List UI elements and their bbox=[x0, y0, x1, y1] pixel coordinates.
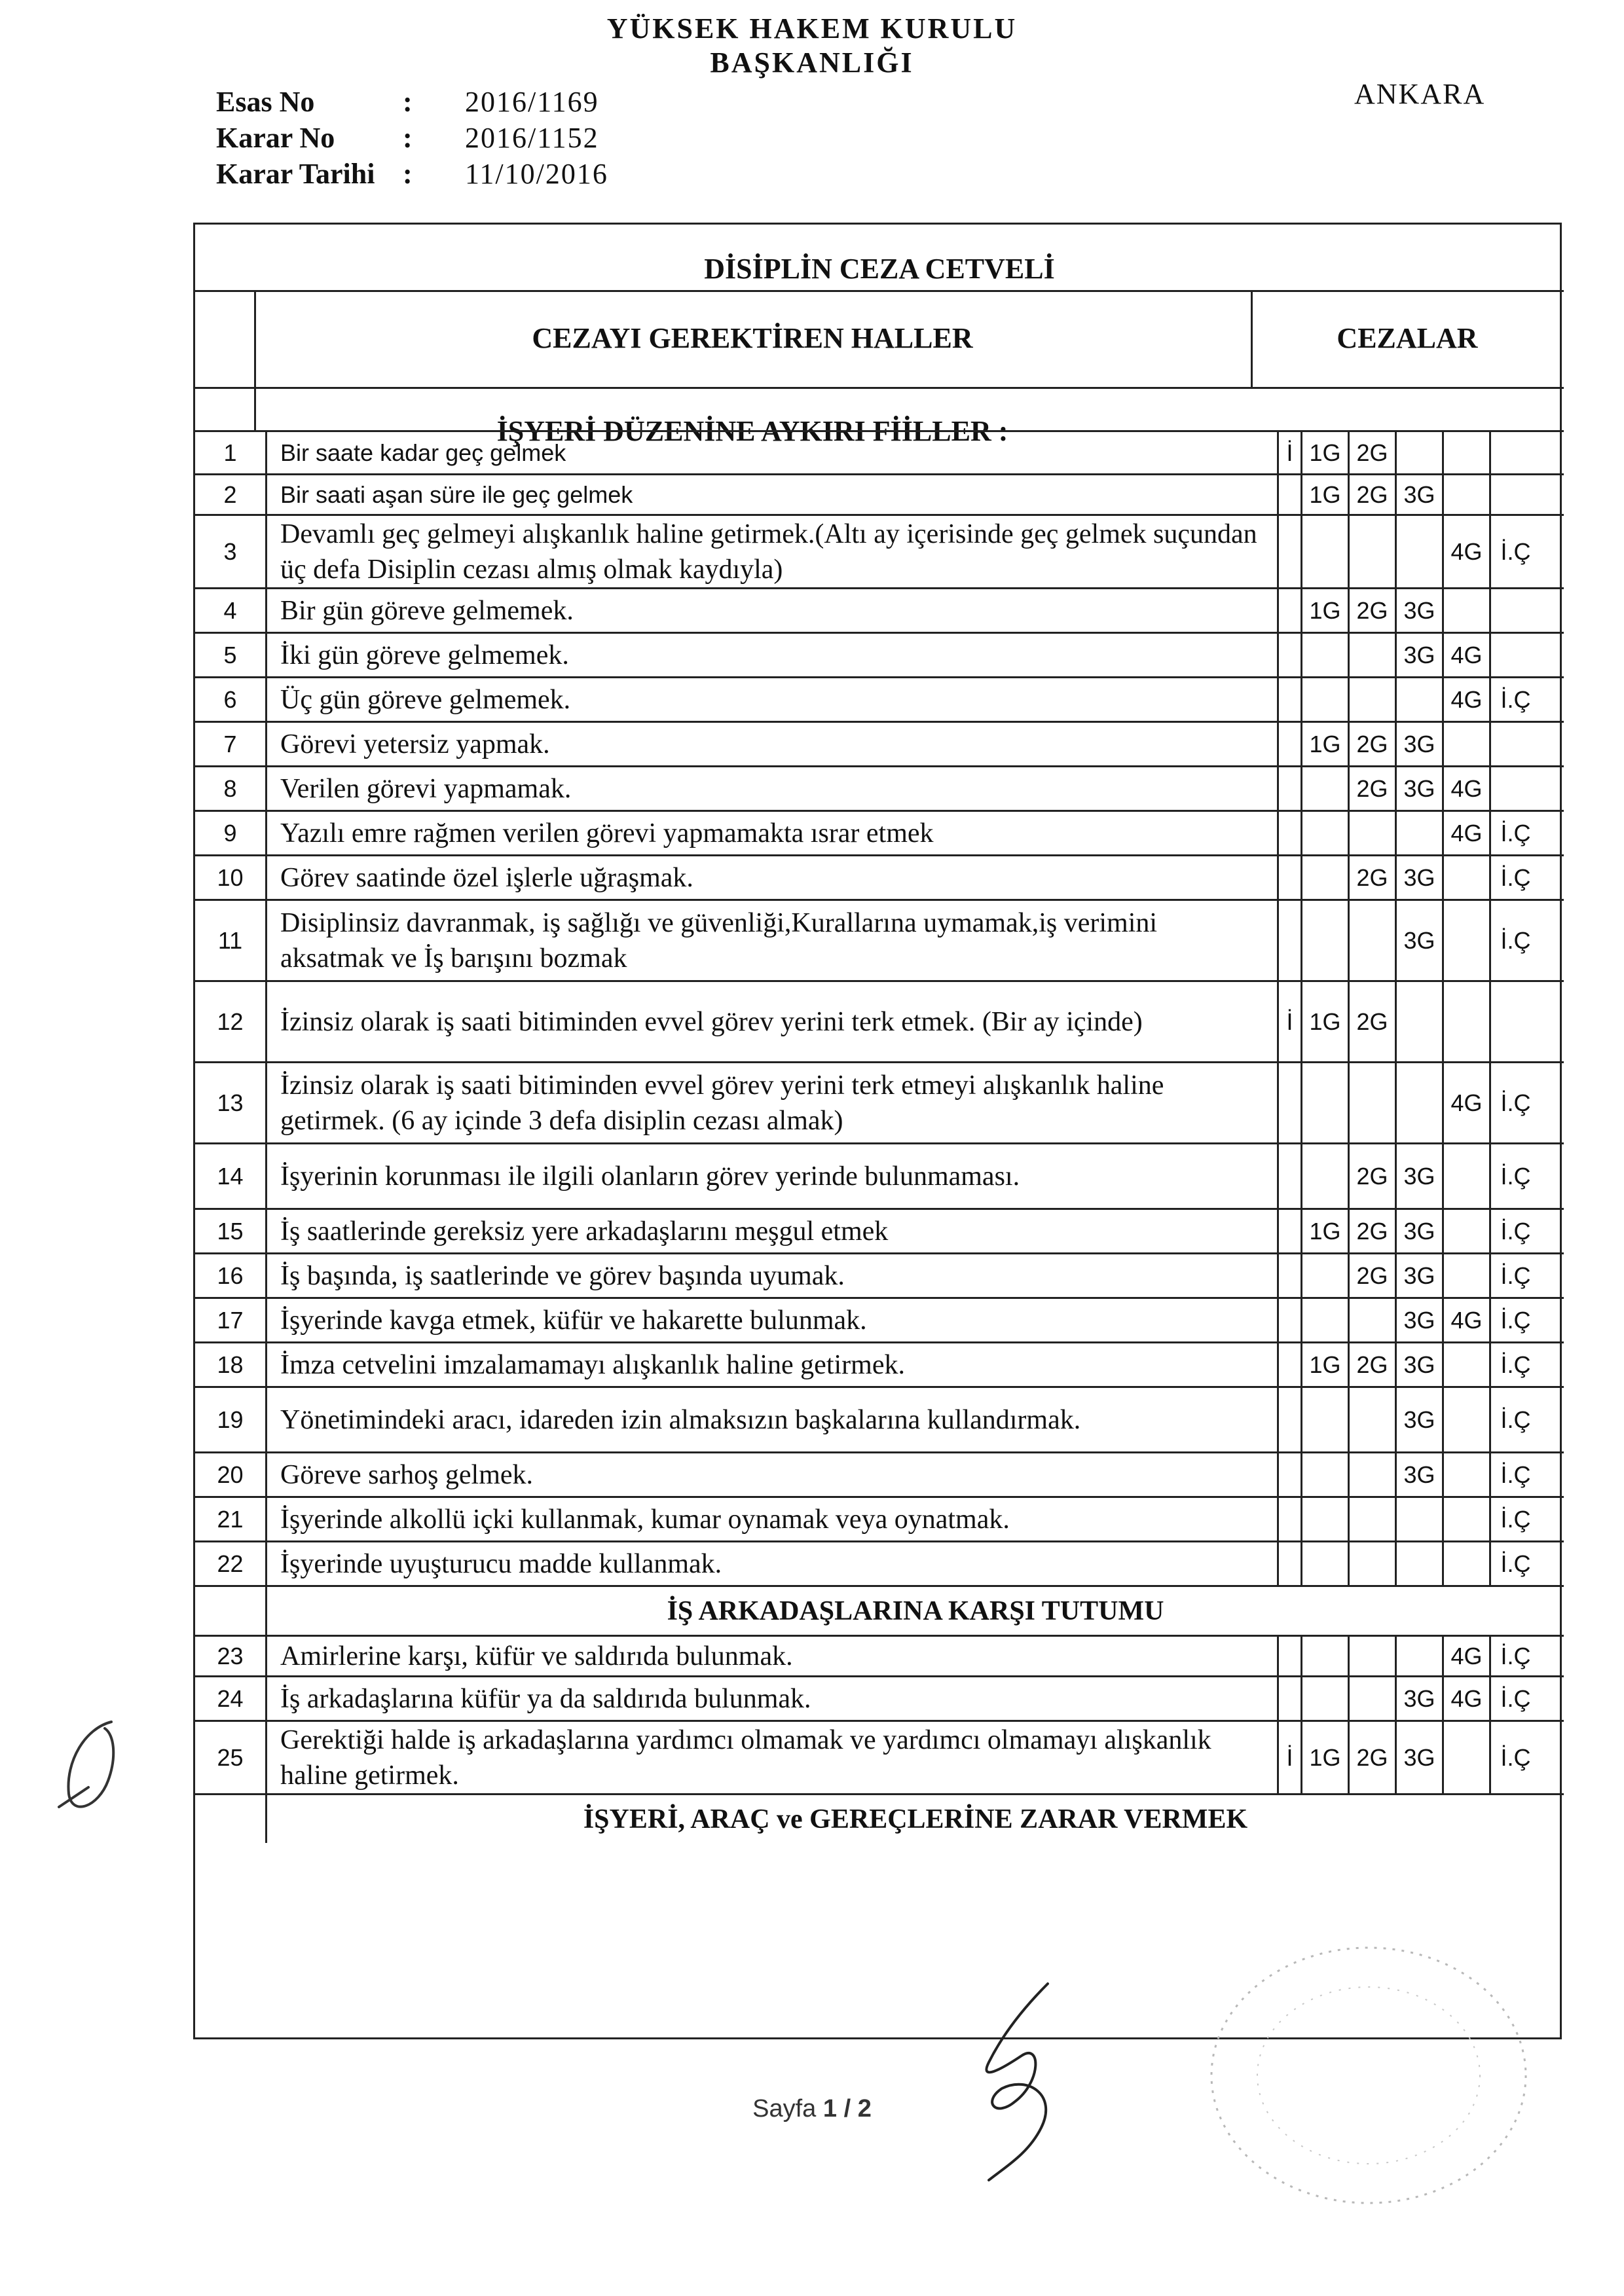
row-number: 19 bbox=[195, 1388, 267, 1451]
meta-value: 2016/1152 bbox=[465, 122, 599, 154]
row-description: Verilen görevi yapmamak. bbox=[267, 767, 1279, 810]
row-number: 15 bbox=[195, 1210, 267, 1252]
penalty-warning-cell: İ bbox=[1279, 1722, 1302, 1793]
penalty-warning-cell bbox=[1279, 767, 1302, 810]
meta-value: 2016/1169 bbox=[465, 86, 599, 118]
penalty-2g-cell bbox=[1350, 901, 1397, 980]
penalty-4g-cell bbox=[1444, 982, 1491, 1061]
meta-row-esas bbox=[216, 84, 608, 120]
row-description: İzinsiz olarak iş saati bitiminden evvel görev yerini terk etmek. (Bir ay içinde) bbox=[267, 982, 1279, 1061]
penalty-warning-cell bbox=[1279, 1254, 1302, 1297]
table-row bbox=[195, 899, 1564, 980]
penalty-dismissal-cell: İ.Ç bbox=[1500, 926, 1531, 954]
penalty-warning-cell bbox=[1279, 1677, 1302, 1720]
penalty-1g-cell: 1G bbox=[1302, 1722, 1350, 1793]
penalty-3g-cell bbox=[1397, 516, 1444, 587]
institution-line-1: YÜKSEK HAKEM KURULU bbox=[606, 12, 1018, 45]
penalty-1g-cell: 1G bbox=[1302, 432, 1350, 473]
row-number: 24 bbox=[195, 1677, 267, 1720]
meta-label: Karar Tarihi bbox=[216, 158, 375, 190]
page-current: 1 bbox=[822, 2095, 838, 2123]
meta-value: 11/10/2016 bbox=[465, 158, 608, 190]
row-number: 25 bbox=[195, 1722, 267, 1793]
penalty-warning-cell bbox=[1279, 1542, 1302, 1585]
penalty-2g-cell bbox=[1350, 1299, 1397, 1341]
row-description: Bir saate kadar geç gelmek bbox=[267, 432, 1279, 473]
penalty-dismissal-cell: İ.Ç bbox=[1500, 1550, 1531, 1577]
page-separator: / bbox=[843, 2095, 851, 2123]
penalty-1g-cell bbox=[1302, 1254, 1350, 1297]
penalty-warning-cell bbox=[1279, 516, 1302, 587]
table-row bbox=[195, 1208, 1564, 1252]
penalty-2g-cell: 2G bbox=[1350, 1722, 1397, 1793]
table-row bbox=[195, 1720, 1564, 1793]
row-number: 23 bbox=[195, 1637, 267, 1675]
row-number: 13 bbox=[195, 1063, 267, 1142]
divider bbox=[195, 290, 1564, 292]
penalty-3g-cell bbox=[1397, 1542, 1444, 1585]
penalty-2g-cell bbox=[1350, 1677, 1397, 1720]
penalty-2g-cell bbox=[1350, 812, 1397, 854]
penalty-1g-cell: 1G bbox=[1302, 1343, 1350, 1386]
penalty-2g-cell bbox=[1350, 1063, 1397, 1142]
penalty-dismissal-cell: İ.Ç bbox=[1500, 1351, 1531, 1378]
penalty-1g-cell bbox=[1302, 1542, 1350, 1585]
penalty-2g-cell bbox=[1350, 1453, 1397, 1496]
penalty-warning-cell bbox=[1279, 678, 1302, 721]
penalty-2g-cell: 2G bbox=[1350, 856, 1397, 899]
penalty-dismissal-cell: İ.Ç bbox=[1500, 1685, 1531, 1712]
row-description: İzinsiz olarak iş saati bitiminden evvel görev yerini terk etmeyi alışkanlık haline getirmek. (6 ay içinde 3 defa disiplin cezası almak) bbox=[267, 1063, 1279, 1142]
row-number: 11 bbox=[195, 901, 267, 980]
penalty-dismissal-cell: İ.Ç bbox=[1500, 1162, 1531, 1190]
table-row bbox=[195, 810, 1564, 854]
row-number: 5 bbox=[195, 634, 267, 676]
penalty-dismissal-cell: İ.Ç bbox=[1500, 1306, 1531, 1334]
penalty-1g-cell bbox=[1302, 1637, 1350, 1675]
penalty-warning-cell bbox=[1279, 1210, 1302, 1252]
faint-round-stamp bbox=[1198, 1938, 1539, 2213]
penalty-1g-cell bbox=[1302, 1144, 1350, 1208]
penalty-3g-cell: 3G bbox=[1397, 767, 1444, 810]
table-row bbox=[195, 980, 1564, 1061]
penalty-3g-cell: 3G bbox=[1397, 475, 1444, 514]
row-number: 6 bbox=[195, 678, 267, 721]
penalty-2g-cell: 2G bbox=[1350, 1254, 1397, 1297]
penalty-3g-cell: 3G bbox=[1397, 589, 1444, 632]
column-header-cases: CEZAYI GEREKTİREN HALLER bbox=[532, 322, 973, 354]
table-row bbox=[195, 1386, 1564, 1451]
row-description: Yönetimindeki aracı, idareden izin almaksızın başkalarına kullandırmak. bbox=[267, 1388, 1279, 1451]
penalty-2g-cell bbox=[1350, 634, 1397, 676]
handwritten-margin-mark bbox=[39, 1709, 138, 1827]
penalty-3g-cell bbox=[1397, 1637, 1444, 1675]
penalty-4g-cell: 4G bbox=[1444, 767, 1491, 810]
penalty-3g-cell bbox=[1397, 678, 1444, 721]
penalty-warning-cell bbox=[1279, 1144, 1302, 1208]
row-description: Amirlerine karşı, küfür ve saldırıda bulunmak. bbox=[267, 1637, 1279, 1675]
penalty-3g-cell: 3G bbox=[1397, 901, 1444, 980]
row-number: 12 bbox=[195, 982, 267, 1061]
penalty-1g-cell bbox=[1302, 634, 1350, 676]
table-row bbox=[195, 514, 1564, 587]
table-row bbox=[195, 473, 1564, 514]
meta-label: Esas No bbox=[216, 86, 315, 118]
penalty-dismissal-cell: İ.Ç bbox=[1500, 685, 1531, 713]
meta-row-tarih bbox=[216, 156, 608, 192]
penalty-1g-cell: 1G bbox=[1302, 589, 1350, 632]
row-number: 7 bbox=[195, 723, 267, 765]
penalty-2g-cell bbox=[1350, 1498, 1397, 1540]
empty-cell bbox=[195, 1587, 267, 1635]
penalty-1g-cell: 1G bbox=[1302, 1210, 1350, 1252]
row-description: İş saatlerinde gereksiz yere arkadaşlarını meşgul etmek bbox=[267, 1210, 1279, 1252]
penalty-warning-cell bbox=[1279, 901, 1302, 980]
penalty-4g-cell bbox=[1444, 1388, 1491, 1451]
penalty-1g-cell bbox=[1302, 901, 1350, 980]
row-description: İş başında, iş saatlerinde ve görev başında uyumak. bbox=[267, 1254, 1279, 1297]
penalty-2g-cell: 2G bbox=[1350, 1210, 1397, 1252]
penalty-warning-cell bbox=[1279, 1299, 1302, 1341]
penalty-dismissal-cell bbox=[1491, 767, 1540, 810]
penalty-4g-cell: 4G bbox=[1444, 1637, 1491, 1675]
penalty-warning-cell bbox=[1279, 1388, 1302, 1451]
city-label: ANKARA bbox=[1354, 78, 1486, 110]
row-description: İşyerinin korunması ile ilgili olanların görev yerinde bulunmaması. bbox=[267, 1144, 1279, 1208]
table-row bbox=[195, 1496, 1564, 1540]
penalty-warning-cell bbox=[1279, 1637, 1302, 1675]
penalty-1g-cell bbox=[1302, 812, 1350, 854]
penalty-1g-cell bbox=[1302, 516, 1350, 587]
row-number: 14 bbox=[195, 1144, 267, 1208]
row-description: Göreve sarhoş gelmek. bbox=[267, 1453, 1279, 1496]
row-number: 18 bbox=[195, 1343, 267, 1386]
section-heading: İŞYERİ DÜZENİNE AYKIRI FİİLLER : bbox=[496, 415, 1008, 447]
table-row bbox=[195, 854, 1564, 899]
penalty-1g-cell: 1G bbox=[1302, 723, 1350, 765]
case-meta bbox=[216, 84, 608, 192]
penalty-4g-cell: 4G bbox=[1444, 1677, 1491, 1720]
penalty-3g-cell: 3G bbox=[1397, 1210, 1444, 1252]
row-number: 1 bbox=[195, 432, 267, 473]
penalty-dismissal-cell: İ.Ç bbox=[1500, 1461, 1531, 1488]
penalty-3g-cell: 3G bbox=[1397, 1144, 1444, 1208]
penalty-2g-cell: 2G bbox=[1350, 767, 1397, 810]
meta-label: Karar No bbox=[216, 122, 335, 154]
row-description: Disiplinsiz davranmak, iş sağlığı ve güvenliği,Kurallarına uymamak,iş verimini aksatmak ve İş barışını bozmak bbox=[267, 901, 1279, 980]
penalty-warning-cell bbox=[1279, 1498, 1302, 1540]
row-description: İş arkadaşlarına küfür ya da saldırıda bulunmak. bbox=[267, 1677, 1279, 1720]
row-description: Görev saatinde özel işlerle uğraşmak. bbox=[267, 856, 1279, 899]
penalty-4g-cell: 4G bbox=[1444, 634, 1491, 676]
penalty-4g-cell bbox=[1444, 432, 1491, 473]
penalty-2g-cell: 2G bbox=[1350, 723, 1397, 765]
penalty-3g-cell: 3G bbox=[1397, 1388, 1444, 1451]
discipline-penalty-table bbox=[193, 223, 1562, 2039]
table-row bbox=[195, 587, 1564, 632]
row-description: İmza cetvelini imzalamamayı alışkanlık haline getirmek. bbox=[267, 1343, 1279, 1386]
row-description: İşyerinde kavga etmek, küfür ve hakarette bulunmak. bbox=[267, 1299, 1279, 1341]
section-heading: İŞYERİ, ARAÇ ve GEREÇLERİNE ZARAR VERMEK bbox=[583, 1804, 1248, 1834]
penalty-3g-cell: 3G bbox=[1397, 1343, 1444, 1386]
penalty-warning-cell bbox=[1279, 856, 1302, 899]
row-number: 2 bbox=[195, 475, 267, 514]
penalty-3g-cell: 3G bbox=[1397, 634, 1444, 676]
penalty-dismissal-cell: İ.Ç bbox=[1500, 1262, 1531, 1289]
row-description: Üç gün göreve gelmemek. bbox=[267, 678, 1279, 721]
penalty-4g-cell bbox=[1444, 1722, 1491, 1793]
penalty-dismissal-cell: İ.Ç bbox=[1500, 1217, 1531, 1245]
penalty-3g-cell: 3G bbox=[1397, 1453, 1444, 1496]
table-row bbox=[195, 1675, 1564, 1720]
penalty-2g-cell: 2G bbox=[1350, 432, 1397, 473]
row-description: Devamlı geç gelmeyi alışkanlık haline getirmek.(Altı ay içerisinde geç gelmek suçundan üç defa Disiplin cezası almış olmak kaydıyla) bbox=[267, 516, 1279, 587]
penalty-4g-cell bbox=[1444, 589, 1491, 632]
penalty-2g-cell bbox=[1350, 1542, 1397, 1585]
penalty-2g-cell: 2G bbox=[1350, 1144, 1397, 1208]
penalty-4g-cell: 4G bbox=[1444, 1299, 1491, 1341]
meta-separator: : bbox=[403, 122, 413, 154]
row-description: Gerektiği halde iş arkadaşlarına yardımcı olmamak ve yardımcı olmamayı alışkanlık haline getirmek. bbox=[267, 1722, 1279, 1793]
divider bbox=[195, 387, 1564, 389]
penalty-warning-cell bbox=[1279, 589, 1302, 632]
penalty-warning-cell bbox=[1279, 1063, 1302, 1142]
penalty-2g-cell: 2G bbox=[1350, 589, 1397, 632]
penalty-2g-cell: 2G bbox=[1350, 1343, 1397, 1386]
penalty-3g-cell: 3G bbox=[1397, 1254, 1444, 1297]
penalty-dismissal-cell bbox=[1491, 432, 1540, 473]
penalty-2g-cell bbox=[1350, 516, 1397, 587]
penalty-3g-cell bbox=[1397, 812, 1444, 854]
penalty-dismissal-cell bbox=[1491, 982, 1540, 1061]
handwritten-signature bbox=[943, 1971, 1094, 2187]
section-heading-row bbox=[195, 1793, 1564, 1843]
table-row bbox=[195, 721, 1564, 765]
penalty-warning-cell bbox=[1279, 812, 1302, 854]
penalty-3g-cell bbox=[1397, 432, 1444, 473]
penalty-1g-cell bbox=[1302, 1677, 1350, 1720]
penalty-2g-cell bbox=[1350, 1388, 1397, 1451]
penalty-dismissal-cell bbox=[1491, 634, 1540, 676]
penalty-2g-cell: 2G bbox=[1350, 982, 1397, 1061]
penalty-1g-cell bbox=[1302, 856, 1350, 899]
penalty-4g-cell bbox=[1444, 1453, 1491, 1496]
penalty-1g-cell bbox=[1302, 767, 1350, 810]
penalty-3g-cell: 3G bbox=[1397, 1722, 1444, 1793]
penalty-warning-cell bbox=[1279, 723, 1302, 765]
table-row bbox=[195, 1142, 1564, 1208]
row-number: 16 bbox=[195, 1254, 267, 1297]
penalty-1g-cell bbox=[1302, 1299, 1350, 1341]
penalty-4g-cell bbox=[1444, 901, 1491, 980]
penalty-2g-cell bbox=[1350, 678, 1397, 721]
penalty-3g-cell: 3G bbox=[1397, 1299, 1444, 1341]
penalty-2g-cell bbox=[1350, 1637, 1397, 1675]
penalty-warning-cell bbox=[1279, 1453, 1302, 1496]
penalty-dismissal-cell bbox=[1491, 589, 1540, 632]
row-number: 20 bbox=[195, 1453, 267, 1496]
penalty-dismissal-cell: İ.Ç bbox=[1500, 1743, 1531, 1771]
table-row bbox=[195, 632, 1564, 676]
penalty-4g-cell bbox=[1444, 1343, 1491, 1386]
penalty-3g-cell: 3G bbox=[1397, 856, 1444, 899]
penalty-warning-cell: İ bbox=[1279, 982, 1302, 1061]
penalty-dismissal-cell: İ.Ç bbox=[1500, 1505, 1531, 1533]
penalty-dismissal-cell bbox=[1491, 475, 1540, 514]
row-description: Görevi yetersiz yapmak. bbox=[267, 723, 1279, 765]
section-heading: İŞ ARKADAŞLARINA KARŞI TUTUMU bbox=[667, 1595, 1164, 1626]
column-header-penalties: CEZALAR bbox=[1337, 322, 1478, 354]
penalty-1g-cell bbox=[1302, 678, 1350, 721]
penalty-4g-cell bbox=[1444, 856, 1491, 899]
row-description: Bir gün göreve gelmemek. bbox=[267, 589, 1279, 632]
penalty-dismissal-cell: İ.Ç bbox=[1500, 819, 1531, 847]
meta-row-karar bbox=[216, 120, 608, 156]
section-heading-row bbox=[195, 1585, 1564, 1635]
penalty-dismissal-cell: İ.Ç bbox=[1500, 1089, 1531, 1116]
penalty-3g-cell bbox=[1397, 982, 1444, 1061]
penalty-3g-cell: 3G bbox=[1397, 1677, 1444, 1720]
penalty-4g-cell bbox=[1444, 475, 1491, 514]
penalty-2g-cell: 2G bbox=[1350, 475, 1397, 514]
penalty-1g-cell bbox=[1302, 1063, 1350, 1142]
table-row bbox=[195, 1451, 1564, 1496]
table-row bbox=[195, 1341, 1564, 1386]
row-number: 9 bbox=[195, 812, 267, 854]
row-description: İşyerinde alkollü içki kullanmak, kumar oynamak veya oynatmak. bbox=[267, 1498, 1279, 1540]
penalty-dismissal-cell: İ.Ç bbox=[1500, 538, 1531, 565]
table-title: DİSİPLİN CEZA CETVELİ bbox=[704, 253, 1055, 285]
penalty-dismissal-cell bbox=[1491, 723, 1540, 765]
penalty-4g-cell bbox=[1444, 1254, 1491, 1297]
penalty-warning-cell bbox=[1279, 634, 1302, 676]
table-row bbox=[195, 1297, 1564, 1341]
penalty-4g-cell bbox=[1444, 723, 1491, 765]
table-row bbox=[195, 1252, 1564, 1297]
penalty-warning-cell bbox=[1279, 1343, 1302, 1386]
row-number: 21 bbox=[195, 1498, 267, 1540]
penalty-4g-cell bbox=[1444, 1542, 1491, 1585]
penalty-warning-cell bbox=[1279, 475, 1302, 514]
page-total: 2 bbox=[857, 2095, 872, 2123]
penalty-3g-cell: 3G bbox=[1397, 723, 1444, 765]
penalty-3g-cell bbox=[1397, 1498, 1444, 1540]
penalty-1g-cell bbox=[1302, 1388, 1350, 1451]
table-row bbox=[195, 765, 1564, 810]
row-number: 10 bbox=[195, 856, 267, 899]
penalty-4g-cell: 4G bbox=[1444, 812, 1491, 854]
penalty-3g-cell bbox=[1397, 1063, 1444, 1142]
meta-separator: : bbox=[403, 86, 413, 118]
row-number: 17 bbox=[195, 1299, 267, 1341]
penalty-1g-cell: 1G bbox=[1302, 475, 1350, 514]
penalty-4g-cell: 4G bbox=[1444, 1063, 1491, 1142]
row-number: 4 bbox=[195, 589, 267, 632]
row-description: Bir saati aşan süre ile geç gelmek bbox=[267, 475, 1279, 514]
penalty-4g-cell: 4G bbox=[1444, 516, 1491, 587]
meta-separator: : bbox=[403, 158, 413, 190]
row-description: Yazılı emre rağmen verilen görevi yapmamakta ısrar etmek bbox=[267, 812, 1279, 854]
penalty-4g-cell bbox=[1444, 1210, 1491, 1252]
table-row bbox=[195, 1540, 1564, 1585]
institution-line-2: BAŞKANLIĞI bbox=[710, 46, 914, 79]
row-description: İki gün göreve gelmemek. bbox=[267, 634, 1279, 676]
table-row bbox=[195, 430, 1564, 473]
table-row bbox=[195, 1061, 1564, 1142]
penalty-1g-cell bbox=[1302, 1453, 1350, 1496]
table-row bbox=[195, 676, 1564, 721]
row-number: 22 bbox=[195, 1542, 267, 1585]
penalty-4g-cell: 4G bbox=[1444, 678, 1491, 721]
penalty-1g-cell: 1G bbox=[1302, 982, 1350, 1061]
row-description: İşyerinde uyuşturucu madde kullanmak. bbox=[267, 1542, 1279, 1585]
empty-cell bbox=[195, 1795, 267, 1843]
page-label: Sayfa bbox=[752, 2095, 817, 2123]
penalty-4g-cell bbox=[1444, 1498, 1491, 1540]
row-number: 3 bbox=[195, 516, 267, 587]
penalty-1g-cell bbox=[1302, 1498, 1350, 1540]
penalty-dismissal-cell: İ.Ç bbox=[1500, 1642, 1531, 1669]
row-number: 8 bbox=[195, 767, 267, 810]
penalty-warning-cell: İ bbox=[1279, 432, 1302, 473]
penalty-4g-cell bbox=[1444, 1144, 1491, 1208]
table-row bbox=[195, 1635, 1564, 1675]
penalty-dismissal-cell: İ.Ç bbox=[1500, 1406, 1531, 1433]
penalty-dismissal-cell: İ.Ç bbox=[1500, 864, 1531, 891]
